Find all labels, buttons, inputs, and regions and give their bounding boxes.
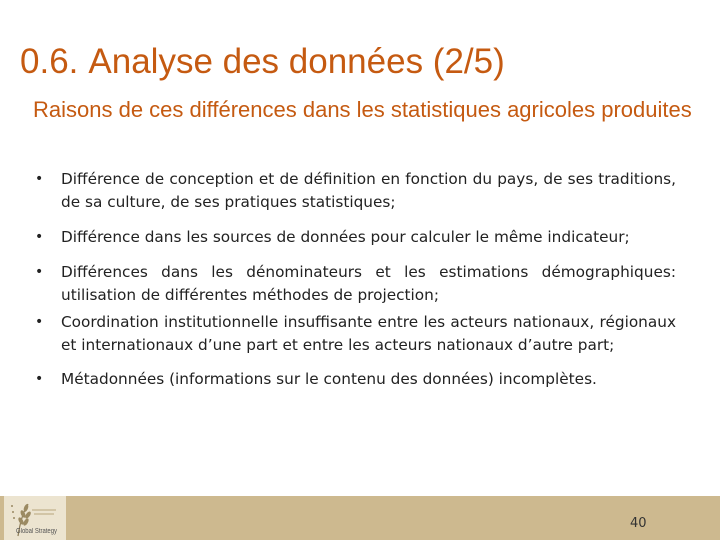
title-number: 0.6. xyxy=(20,42,79,81)
footer-band xyxy=(0,496,720,540)
bullet-dot: • xyxy=(35,371,44,387)
bullet-dot: • xyxy=(35,264,44,280)
bullet-text: Différence dans les sources de données pour calculer le même indicateur; xyxy=(61,228,630,246)
bullet-text: Métadonnées (informations sur le contenu des données) incomplètes. xyxy=(61,370,597,388)
bullet-text: Différence de conception et de définition en fonction du pays, de ses traditions, de sa culture, de ses pratiques statistiques; xyxy=(61,170,676,211)
page-number: 40 xyxy=(630,516,647,531)
logo-text: Global Strategy xyxy=(16,528,58,535)
bullet-dot: • xyxy=(35,314,44,330)
bullet-item xyxy=(35,261,676,307)
bullet-dot: • xyxy=(35,171,44,187)
title-text: Analyse des données (2/5) xyxy=(88,42,505,81)
bullet-list xyxy=(35,168,676,391)
slide-subtitle: Raisons de ces différences dans les statistiques agricoles produites xyxy=(33,97,692,122)
bullet-item xyxy=(35,368,676,391)
slide-title xyxy=(20,42,505,82)
bullet-text: Différences dans les dénominateurs et les estimations démographiques: utilisation de différentes méthodes de projection; xyxy=(61,263,676,304)
bullet-text: Coordination institutionnelle insuffisante entre les acteurs nationaux, régionaux et internationaux d’une part et entre les acteurs nationaux d’autre part; xyxy=(61,313,676,354)
bullet-item xyxy=(35,168,676,214)
bullet-dot: • xyxy=(35,229,44,245)
global-strategy-logo xyxy=(4,496,66,540)
bullet-item xyxy=(35,226,676,249)
bullet-item xyxy=(35,311,676,357)
